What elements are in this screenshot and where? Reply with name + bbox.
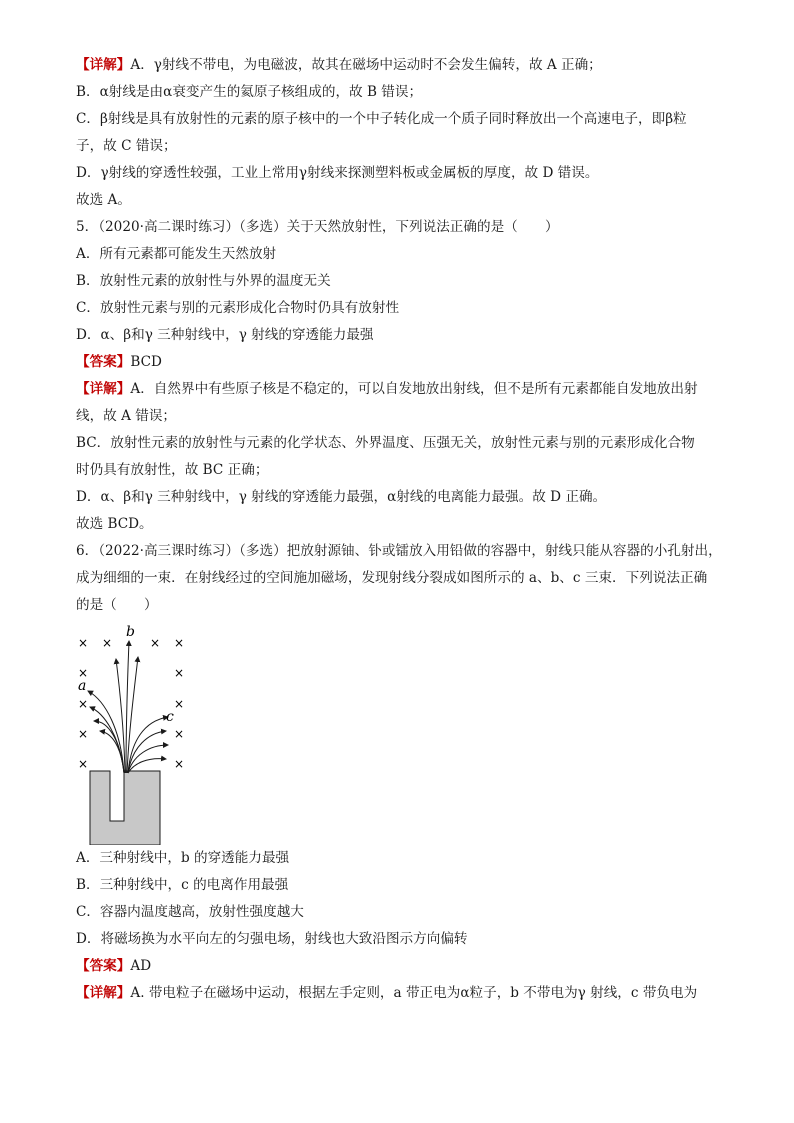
field-mark: ×	[150, 636, 161, 650]
figure-svg	[76, 621, 196, 845]
explanation-line: 【详解】A. 带电粒子在磁场中运动，根据左手定则，a 带正电为α粒子，b 不带电为γ 射线，c 带负电为	[76, 985, 698, 1001]
option-b: B．三种射线中，c 的电离作用最强	[76, 877, 289, 893]
field-mark: ×	[102, 636, 113, 650]
explanation-line: 线，故 A 错误；	[76, 408, 177, 424]
option-a: A．三种射线中，b 的穿透能力最强	[76, 850, 290, 866]
field-mark: ×	[174, 636, 185, 650]
detail-tag: 【详解】	[76, 57, 131, 73]
explanation-line: 时仍具有放射性，故 BC 正确；	[76, 462, 269, 478]
question-6-stem: 成为细细的一束．在射线经过的空间施加磁场，发现射线分裂成如图所示的 a、b、c 三束．下列说法正确	[76, 570, 708, 586]
answer-value: BCD	[130, 354, 162, 370]
explanation-line: 【详解】A．自然界中有些原子核是不稳定的，可以自发地放出射线，但不是所有元素都能自发地放出射	[76, 381, 698, 397]
option-c: C．放射性元素与别的元素形成化合物时仍具有放射性	[76, 300, 400, 316]
explanation-line: C．β射线是具有放射性的元素的原子核中的一个中子转化成一个质子同时释放出一个高速电子，即β粒	[76, 111, 687, 127]
field-mark: ×	[78, 757, 89, 771]
conclusion-line: 故选 BCD。	[76, 516, 153, 532]
question-6-stem: 的是（ ）	[76, 597, 158, 613]
lead-container	[90, 771, 160, 845]
question-5-stem: 5．（2020·高二课时练习）（多选）关于天然放射性，下列说法正确的是（ ）	[76, 219, 559, 235]
option-d: D．将磁场换为水平向左的匀强电场，射线也大致沿图示方向偏转	[76, 931, 468, 947]
ray-a	[94, 721, 124, 773]
option-c: C．容器内温度越高，放射性强度越大	[76, 904, 304, 920]
answer-value: AD	[130, 958, 152, 974]
ray-a	[88, 691, 124, 773]
detail-tag: 【详解】	[76, 381, 131, 397]
label-b: b	[126, 624, 135, 640]
answer-line	[76, 349, 726, 376]
option-b: B．放射性元素的放射性与外界的温度无关	[76, 273, 331, 289]
field-mark: ×	[78, 636, 89, 650]
field-mark: ×	[78, 727, 89, 741]
answer-tag: 【答案】	[76, 958, 131, 974]
document-page	[76, 52, 726, 1007]
option-a: A．所有元素都可能发生天然放射	[76, 246, 277, 262]
explanation-line: 【详解】A．γ射线不带电，为电磁波，故其在磁场中运动时不会发生偏转，故 A 正确；	[76, 57, 602, 73]
label-c: c	[166, 709, 174, 725]
option-d: D．α、β和γ 三种射线中，γ 射线的穿透能力最强	[76, 327, 374, 343]
magnetic-field-marks	[78, 636, 184, 771]
ray-b	[127, 657, 138, 773]
detail-tag: 【详解】	[76, 985, 131, 1001]
explanation-line: D．α、β和γ 三种射线中，γ 射线的穿透能力最强，α射线的电离能力最强。故 D 正确。	[76, 489, 607, 505]
field-mark: ×	[174, 697, 185, 711]
field-mark: ×	[174, 727, 185, 741]
field-mark: ×	[78, 666, 89, 680]
radiation-deflection-figure	[76, 621, 726, 845]
conclusion-line: 故选 A。	[76, 192, 131, 208]
field-mark: ×	[174, 666, 185, 680]
label-a: a	[78, 678, 87, 694]
question-6-stem: 6．（2022·高三课时练习）（多选）把放射源铀、钋或镭放入用铅做的容器中，射线只能从容器的小孔射出，	[76, 543, 722, 559]
field-mark: ×	[78, 697, 89, 711]
answer-tag: 【答案】	[76, 354, 131, 370]
explanation-line: B．α射线是由α衰变产生的氦原子核组成的，故 B 错误；	[76, 84, 423, 100]
field-mark: ×	[174, 757, 185, 771]
answer-line	[76, 953, 726, 980]
explanation-line: 子，故 C 错误；	[76, 138, 177, 154]
explanation-line: BC．放射性元素的放射性与元素的化学状态、外界温度、压强无关，放射性元素与别的元素形成化合物	[76, 435, 695, 451]
explanation-line: D．γ射线的穿透性较强，工业上常用γ射线来探测塑料板或金属板的厚度，故 D 错误。	[76, 165, 599, 181]
